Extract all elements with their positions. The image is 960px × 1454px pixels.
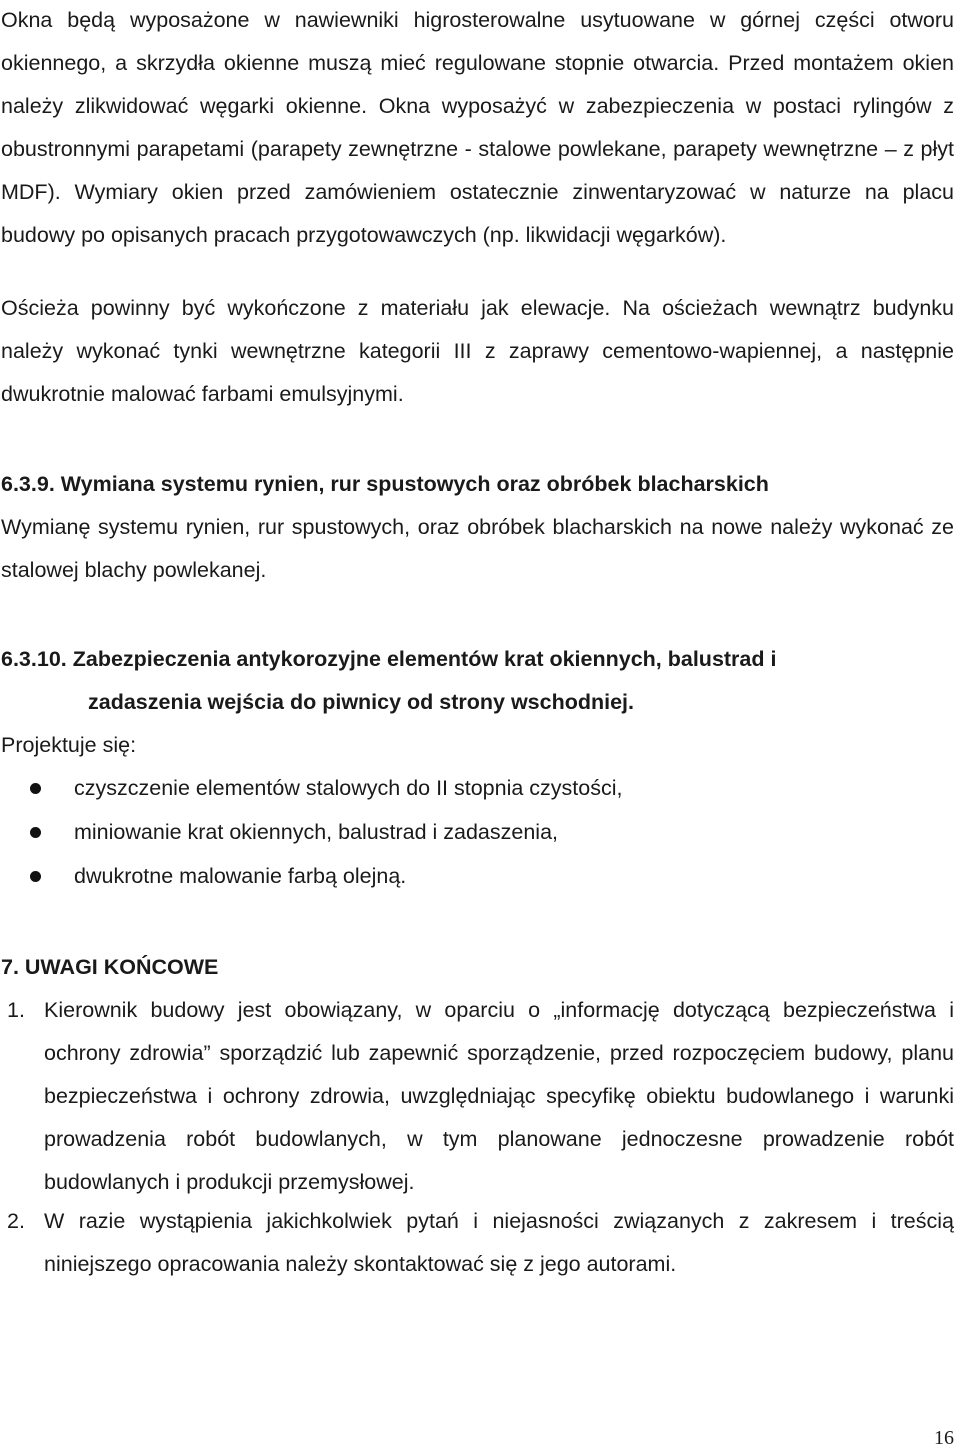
list-item-number: 1. xyxy=(7,998,25,1022)
intro-paragraph: Okna będą wyposażone w nawiewniki higrosterowalne usytuowane w górnej części otworu okiennego, a skrzydła okienne muszą mieć regulowane stopnie otwarcia. Przed montażem okien należy zlikwidować węgarki okienne. Okna wyposażyć w zabezpieczenia w postaci rylingów z obustronnymi parapetami (parapety zewnętrzne - stalowe powlekane, parapety wewnętrzne – z płyt MDF). Wymiary okien przed zamówieniem ostatecznie zinwentaryzować w naturze na placu budowy po opisanych pracach przygotowawczych (np. likwidacji węgarków). xyxy=(1,8,954,247)
list-item-text: dwukrotne malowanie farbą olejną. xyxy=(74,864,407,888)
bullet-icon xyxy=(30,871,41,882)
bullet-icon xyxy=(30,783,41,794)
bullet-icon xyxy=(30,827,41,838)
list-item-number: 2. xyxy=(7,1209,25,1233)
list-item xyxy=(0,767,900,810)
section-6-3-9-heading: 6.3.9. Wymiana systemu rynien, rur spustowych oraz obróbek blacharskich xyxy=(1,472,769,496)
section-7-heading: 7. UWAGI KOŃCOWE xyxy=(1,955,219,979)
oscieza-paragraph: Ościeża powinny być wykończone z materiału jak elewacje. Na ościeżach wewnątrz budynku należy wykonać tynki wewnętrzne kategorii III z zaprawy cementowo-wapiennej, a następnie dwukrotnie malować farbami emulsyjnymi. xyxy=(1,296,954,406)
list-item-text: miniowanie krat okiennych, balustrad i zadaszenia, xyxy=(74,820,559,844)
section-6-3-10-heading: 6.3.10. Zabezpieczenia antykorozyjne elementów krat okiennych, balustrad i xyxy=(1,647,777,671)
section-6-3-9-body: Wymianę systemu rynien, rur spustowych, oraz obróbek blacharskich na nowe należy wykonać ze stalowej blachy powlekanej. xyxy=(1,515,954,582)
list-item xyxy=(0,811,900,854)
list-item xyxy=(0,855,900,898)
section-6-3-10-intro: Projektuje się: xyxy=(1,733,137,757)
numbered-list-item xyxy=(0,1200,956,1286)
list-item-text: Kierownik budowy jest obowiązany, w oparciu o „informację dotyczącą bezpieczeństwa i ochrony zdrowia” sporządzić lub zapewnić sporządzenie, przed rozpoczęciem budowy, planu bezpieczeństwa i ochrony zdrowia, uwzględniając specyfikę obiektu budowlanego i warunki prowadzenia robót budowlanych, w tym planowane jednoczesne prowadzenie robót budowlanych i produkcji przemysłowej. xyxy=(44,998,954,1194)
page-number: 16 xyxy=(934,1427,954,1449)
list-item-text: czyszczenie elementów stalowych do II stopnia czystości, xyxy=(74,776,623,800)
list-item-text: W razie wystąpienia jakichkolwiek pytań i niejasności związanych z zakresem i treścią niniejszego opracowania należy skontaktować się z jego autorami. xyxy=(44,1209,954,1276)
numbered-list-item xyxy=(0,989,956,1204)
section-6-3-10-heading-continuation: zadaszenia wejścia do piwnicy od strony wschodniej. xyxy=(88,690,635,714)
